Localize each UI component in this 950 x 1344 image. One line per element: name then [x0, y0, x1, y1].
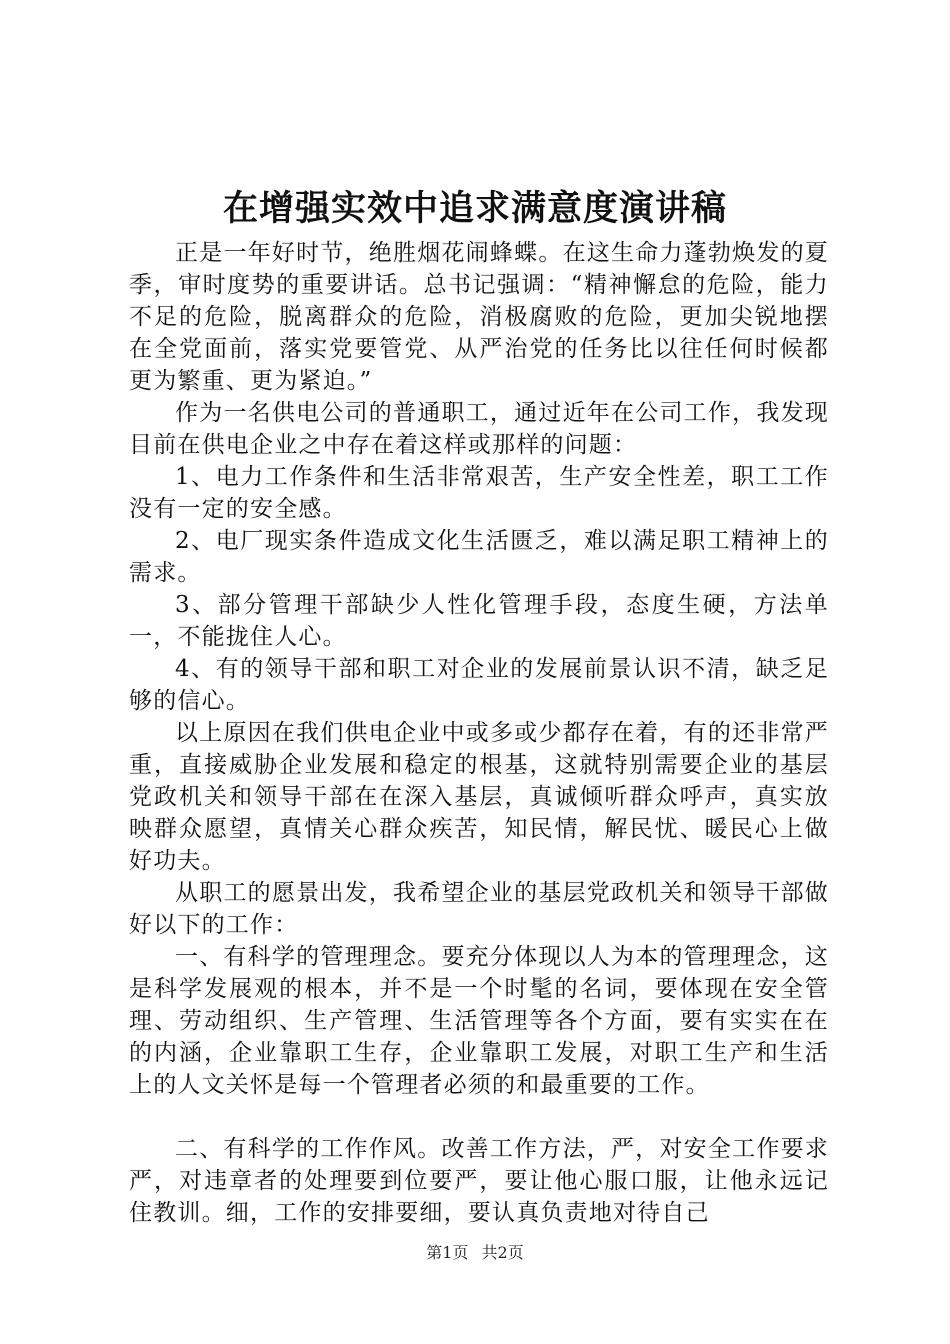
paragraph-intro: 正是一年好时节，绝胜烟花闹蜂蝶。在这生命力蓬勃焕发的夏季，审时度势的重要讲话。总书记强调：“精神懈怠的危险，能力不足的危险，脱离群众的危险，消极腐败的危险，更加尖锐地摆在全党面前，落实党要管党、从严治党的任务比以往任何时候都更为繁重、更为紧迫。”: [129, 240, 829, 394]
paragraph-wishes-intro: 从职工的愿景出发，我希望企业的基层党政机关和领导干部做好以下的工作：: [129, 880, 829, 938]
paragraph-causes: 以上原因在我们供电企业中或多或少都存在着，有的还非常严重，直接威胁企业发展和稳定的根基，这就特别需要企业的基层党政机关和领导干部在在深入基层，真诚倾听群众呼声，真实放映群众愿望，真情关心群众疾苦，知民情，解民忧、暖民心上做好功夫。: [129, 720, 829, 874]
paragraph-point-1: 一、有科学的管理理念。要充分体现以人为本的管理理念，这是科学发展观的根本，并不是一个时髦的名词，要体现在安全管理、劳动组织、生产管理、生活管理等各个方面，要有实实在在的内涵，企业靠职工生存，企业靠职工发展，对职工生产和生活上的人文关怀是每一个管理者必须的和最重要的工作。: [129, 944, 829, 1098]
document-title: 在增强实效中追求满意度演讲稿: [222, 188, 727, 229]
paragraph-problems-intro: 作为一名供电公司的普通职工，通过近年在公司工作，我发现目前在供电企业之中存在着这样或那样的问题：: [129, 400, 829, 458]
page-footer: [0, 1242, 950, 1264]
paragraph-point-2: 二、有科学的工作作风。改善工作方法，严，对安全工作要求严，对违章者的处理要到位要严，要让他心服口服，让他永远记住教训。细，工作的安排要细，要认真负责地对待自己: [129, 1136, 829, 1226]
paragraph-spacer: [129, 1101, 829, 1133]
document-body: [129, 237, 829, 1229]
page-number: 第1页: [426, 1243, 469, 1262]
paragraph-problem-1: 1、电力工作条件和生活非常艰苦，生产安全性差，职工工作没有一定的安全感。: [129, 464, 829, 522]
paragraph-problem-4: 4、有的领导干部和职工对企业的发展前景认识不清，缺乏足够的信心。: [129, 656, 829, 714]
paragraph-problem-3: 3、部分管理干部缺少人性化管理手段，态度生硬，方法单一，不能拢住人心。: [129, 592, 829, 650]
paragraph-problem-2: 2、电厂现实条件造成文化生活匮乏，难以满足职工精神上的需求。: [129, 528, 829, 586]
page-total: 共2页: [481, 1243, 524, 1262]
